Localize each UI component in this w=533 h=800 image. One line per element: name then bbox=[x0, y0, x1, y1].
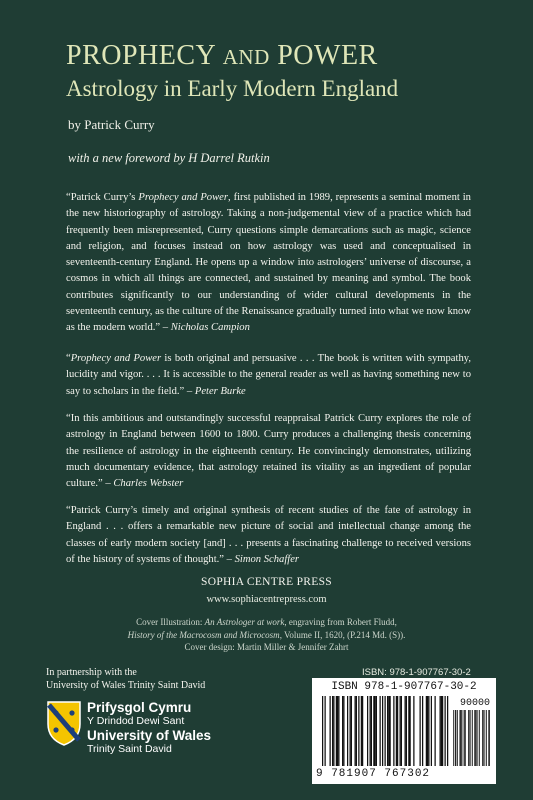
barcode-bar bbox=[322, 696, 323, 766]
barcode-bar bbox=[410, 696, 411, 766]
barcode-bar bbox=[362, 696, 363, 766]
barcode-bar bbox=[367, 696, 368, 766]
barcode-bar bbox=[408, 696, 409, 766]
barcode-addon-bar bbox=[453, 710, 454, 766]
barcode-bar bbox=[370, 696, 371, 766]
barcode-bar bbox=[380, 696, 381, 766]
blurb-quote: “Prophecy and Power is both original and persuasive . . . The book is written with sympathy, lucidity and vigor. . . . It is accessible to the general reader as well as having something new to say to scholars in the field.” – Peter Burke bbox=[66, 353, 471, 397]
barcode-bar bbox=[397, 696, 398, 766]
barcode-addon-bar bbox=[468, 710, 469, 766]
barcode-bar bbox=[337, 696, 338, 766]
barcode-bar bbox=[387, 696, 388, 766]
publisher-name: SOPHIA CENTRE PRESS bbox=[201, 576, 332, 588]
quote-source: – Peter Burke bbox=[184, 385, 246, 397]
barcode-addon-bar bbox=[460, 710, 461, 766]
barcode-addon-bar bbox=[469, 710, 470, 766]
barcode-bar bbox=[343, 696, 344, 766]
barcode-bar bbox=[358, 696, 359, 766]
barcode-digits: 9 781907 767302 bbox=[316, 768, 431, 780]
partnership-note: In partnership with the University of Wales Trinity Saint David bbox=[46, 667, 206, 691]
barcode-bar bbox=[431, 696, 432, 766]
credit-line: History of the Macrocosm and Microcosm, Volume II, 1620, (P.214 Md. (S)). bbox=[127, 629, 406, 640]
university-logo-text: Prifysgol Cymru Y Drindod Dewi Sant University of Wales Trinity Saint David bbox=[87, 700, 212, 755]
barcode-addon-bar bbox=[456, 710, 457, 766]
quote-source: – Nicholas Campion bbox=[160, 322, 250, 334]
barcode-addon-bar bbox=[470, 710, 471, 766]
barcode-bar bbox=[441, 696, 442, 766]
barcode-bar bbox=[445, 696, 446, 766]
barcode-bars bbox=[322, 696, 490, 768]
barcode-bar bbox=[435, 696, 436, 766]
barcode-bar bbox=[332, 696, 333, 766]
barcode-bar bbox=[371, 696, 372, 766]
barcode-addon-bar bbox=[463, 710, 464, 766]
barcode-bar bbox=[406, 696, 407, 766]
isbn-barcode bbox=[312, 678, 496, 784]
title-word-power: POWER bbox=[277, 40, 378, 71]
barcode-bar bbox=[427, 696, 428, 766]
publisher-url: www.sophiacentrepress.com bbox=[206, 594, 327, 605]
barcode-bar bbox=[396, 696, 397, 766]
barcode-addon-bar bbox=[482, 710, 483, 766]
barcode-addon-bar bbox=[479, 710, 480, 766]
barcode-bar bbox=[440, 696, 441, 766]
cover-credits bbox=[0, 616, 533, 654]
barcode-addon-bar bbox=[477, 710, 478, 766]
quote-source: – Simon Schaffer bbox=[224, 553, 300, 565]
barcode-bar bbox=[375, 696, 376, 766]
barcode-price-code: 90000 bbox=[460, 698, 491, 709]
barcode-addon-bar bbox=[489, 710, 490, 766]
barcode-bar bbox=[361, 696, 362, 766]
barcode-bar bbox=[401, 696, 402, 766]
barcode-addon-bar bbox=[476, 710, 477, 766]
barcode-bar bbox=[405, 696, 406, 766]
blurb-quote: “Patrick Curry’s Prophecy and Power, first published in 1989, represents a seminal moment in the new historiography of astrology. Taking a non-judgemental view of a practice which had frequently been misrepresented, Curry questions simple demarcations such as magic, science and religion, and focuses instead on how astrology was used and conceptualised in seventeenth-century England. He opens up a window into astrologers’ universe of discourse, a cosmos in which all things are connected, and sustained by meaning and symbol. The book contributes significantly to our understanding of wider cultural developments in the seventeenth century, as the culture of the Renaissance gradually turned into what we now know as the modern world.” – Nicholas Campion bbox=[66, 192, 471, 334]
barcode-bar bbox=[325, 696, 326, 766]
barcode-bar bbox=[333, 696, 334, 766]
barcode-bar bbox=[400, 696, 401, 766]
barcode-bar bbox=[390, 696, 391, 766]
barcode-addon-bar bbox=[486, 710, 487, 766]
quote-source: – Charles Webster bbox=[102, 478, 184, 490]
author-byline: by Patrick Curry bbox=[68, 117, 155, 132]
barcode-addon-bar bbox=[459, 710, 460, 766]
book-title bbox=[66, 40, 378, 72]
isbn-label: ISBN: 978-1-907767-30-2 bbox=[362, 667, 471, 678]
barcode-bar bbox=[347, 696, 348, 766]
barcode-bar bbox=[428, 696, 429, 766]
foreword-credit: with a new foreword by H Darrel Rutkin bbox=[68, 151, 270, 165]
barcode-bar bbox=[426, 696, 427, 766]
barcode-addon-bar bbox=[464, 710, 465, 766]
barcode-bar bbox=[356, 696, 357, 766]
title-word-prophecy: PROPHECY bbox=[66, 40, 216, 71]
barcode-bar bbox=[382, 696, 383, 766]
barcode-bar bbox=[350, 696, 351, 766]
barcode-bar bbox=[376, 696, 377, 766]
barcode-bar bbox=[422, 696, 423, 766]
barcode-addon-bar bbox=[484, 710, 485, 766]
barcode-bar bbox=[413, 696, 414, 766]
blurb-quote: “Patrick Curry’s timely and original synthesis of recent studies of the fate of astrology in England . . . offers a remarkable new picture of social and intellectual change among the classes of early modern society [and] . . . presents a fascinating challenge to received versions of the history of systems of thought.” – Simon Schaffer bbox=[66, 505, 471, 565]
barcode-bar bbox=[336, 696, 337, 766]
barcode-bar bbox=[420, 696, 421, 766]
barcode-addon-bar bbox=[472, 710, 473, 766]
barcode-addon-bar bbox=[483, 710, 484, 766]
barcode-isbn-text: ISBN 978-1-907767-30-2 bbox=[331, 681, 477, 693]
barcode-bar bbox=[442, 696, 443, 766]
barcode-bar bbox=[447, 696, 448, 766]
barcode-addon-bar bbox=[465, 710, 466, 766]
barcode-bar bbox=[388, 696, 389, 766]
barcode-addon-bar bbox=[455, 710, 456, 766]
barcode-addon-bar bbox=[474, 710, 475, 766]
barcode-bar bbox=[342, 696, 343, 766]
barcode-bar bbox=[373, 696, 374, 766]
blurb-quote: “In this ambitious and outstandingly successful reappraisal Patrick Curry explores the role of astrology in England between 1600 to 1800. Curry produces a challenging thesis concerning the resilience of astrology in the eighteenth century. He convincingly demonstrates, utilizing much documentary evidence, that astrology retained its vitality as an ingredient of popular culture.” – Charles Webster bbox=[66, 413, 471, 490]
barcode-bar bbox=[393, 696, 394, 766]
credit-line: Cover design: Martin Miller & Jennifer Zahrt bbox=[184, 642, 349, 652]
barcode-addon-bar bbox=[457, 710, 458, 766]
barcode-addon-bar bbox=[475, 710, 476, 766]
barcode-addon-bar bbox=[461, 710, 462, 766]
university-crest-icon bbox=[46, 700, 82, 746]
barcode-bar bbox=[385, 696, 386, 766]
barcode-bar bbox=[330, 696, 331, 766]
barcode-bar bbox=[355, 696, 356, 766]
book-subtitle: Astrology in Early Modern England bbox=[66, 76, 399, 101]
credit-line: Cover Illustration: An Astrologer at work, engraving from Robert Fludd, bbox=[136, 617, 397, 627]
barcode-addon-bar bbox=[488, 710, 489, 766]
barcode-bar bbox=[338, 696, 339, 766]
barcode-bar bbox=[351, 696, 352, 766]
title-word-and: AND bbox=[222, 45, 270, 69]
